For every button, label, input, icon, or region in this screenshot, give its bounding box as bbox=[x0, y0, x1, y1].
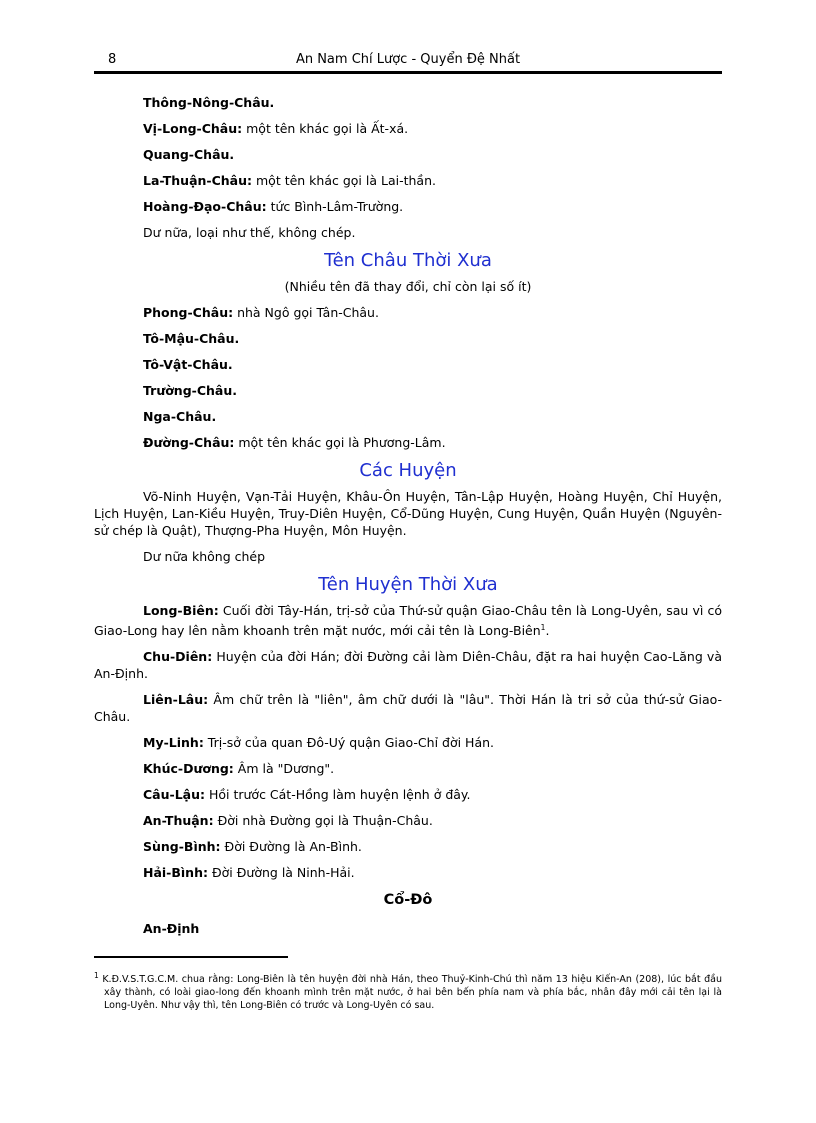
huyen-paragraph: Võ-Ninh Huyện, Vạn-Tải Huyện, Khâu-Ôn Huyện, Tân-Lập Huyện, Hoàng Huyện, Chỉ Huyện, Lịch Huyện, Lan-Kiều Huyện, Truy-Diên Huyện, Cổ-Dũng Huyện, Cung Huyện, Quần Huyện (Nguyên-sử chép là Quật), Thượng-Pha Huyện, Môn Huyện. bbox=[94, 489, 722, 538]
entry-truong-chau: Trường-Châu. bbox=[143, 383, 237, 398]
entry-to-mau: Tô-Mậu-Châu. bbox=[143, 331, 240, 346]
entry-hoang-dao: Hoàng-Đạo-Châu: tức Bình-Lâm-Trường. bbox=[143, 199, 404, 214]
entry-cau-lau: Câu-Lậu: Hồi trước Cát-Hồng làm huyện lệnh ở đây. bbox=[143, 787, 471, 803]
entry-long-bien: Long-Biên: Cuối đời Tây-Hán, trị-sở của Thứ-sử quận Giao-Châu tên là Long-Uyên, sau vì có Giao-Long hay lên nằm khoanh trên mặt nước, mới cải tên là Long-Biên$^1$. bbox=[94, 603, 722, 639]
entry-sung-binh: Sùng-Bình: Đời Đường là An-Bình. bbox=[143, 839, 362, 855]
footnote-rule bbox=[94, 956, 288, 958]
entry-phong-chau: Phong-Châu: nhà Ngô gọi Tân-Châu. bbox=[143, 305, 379, 320]
running-title: An Nam Chí Lược - Quyển Đệ Nhất bbox=[295, 52, 521, 67]
chau-list bbox=[94, 94, 722, 241]
section-title-ten-huyen: Tên Huyện Thời Xưa bbox=[318, 574, 498, 595]
section-title-co-do: Cổ-Đô bbox=[383, 892, 433, 909]
entry-du-nua: Dư nữa, loại như thế, không chép. bbox=[143, 225, 356, 240]
entry-hai-binh: Hải-Bình: Đời Đường là Ninh-Hải. bbox=[143, 865, 355, 881]
section-subtitle: (Nhiều tên đã thay đổi, chỉ còn lại số ít) bbox=[284, 279, 532, 294]
old-huyen-list bbox=[94, 602, 722, 881]
page-body bbox=[94, 94, 722, 946]
huyen-note: Dư nữa không chép bbox=[143, 549, 266, 564]
footnote bbox=[94, 969, 722, 1012]
entry-thong-nong: Thông-Nông-Châu. bbox=[143, 95, 275, 110]
entry-an-dinh: An-Định bbox=[143, 921, 200, 937]
page-number: 8 bbox=[108, 52, 117, 67]
page-header bbox=[94, 50, 722, 72]
entry-la-thuan: La-Thuận-Châu: một tên khác gọi là Lai-thần. bbox=[143, 173, 436, 188]
entry-khuc-duong: Khúc-Dương: Âm là "Dương". bbox=[143, 761, 335, 777]
old-chau-list bbox=[94, 304, 722, 451]
entry-lien-lau: Liên-Lâu: Âm chữ trên là "liên", âm chữ dưới là "lâu". Thời Hán là tri sở của thứ-sử Giao-Châu. bbox=[94, 692, 722, 725]
entry-nga-chau: Nga-Châu. bbox=[143, 409, 217, 424]
section-title-cac-huyen: Các Huyện bbox=[359, 460, 457, 481]
entry-to-vat: Tô-Vật-Châu. bbox=[143, 357, 233, 372]
entry-my-linh: My-Linh: Trị-sở của quan Đô-Uý quận Giao-Chỉ đời Hán. bbox=[143, 735, 494, 751]
footnote-marker: 1 bbox=[94, 971, 99, 980]
entry-quang: Quang-Châu. bbox=[143, 147, 235, 162]
entry-duong-chau: Đường-Châu: một tên khác gọi là Phương-Lâm. bbox=[143, 435, 446, 450]
footnote-ref[interactable]: 1 bbox=[540, 623, 546, 632]
footnote-text: $^1$ K.Đ.V.S.T.G.C.M. chua rằng: Long-Biên là tên huyện đời nhà Hán, theo Thuỷ-Kinh-Chú thì năm 13 hiệu Kiến-An (208), lúc bắt đầu xây thành, có loài giao-long đến khoanh mình trên mặt nước, ở hai bên bến phía nam và phía bắc, nhân đây mới cải tên lại là Long-Uyên. Như vậy thì, tên Long-Biên có trước và Long-Uyên có sau. bbox=[94, 971, 722, 1012]
entry-vi-long: Vị-Long-Châu: một tên khác gọi là Ất-xá. bbox=[143, 121, 409, 136]
header-rule bbox=[94, 71, 722, 74]
entry-an-thuan: An-Thuận: Đời nhà Đường gọi là Thuận-Châu. bbox=[143, 813, 433, 829]
section-title-ten-chau: Tên Châu Thời Xưa bbox=[324, 250, 492, 271]
entry-chu-dien: Chu-Diên: Huyện của đời Hán; đời Đường cải làm Diên-Châu, đặt ra hai huyện Cao-Lăng và An-Định. bbox=[94, 649, 722, 682]
